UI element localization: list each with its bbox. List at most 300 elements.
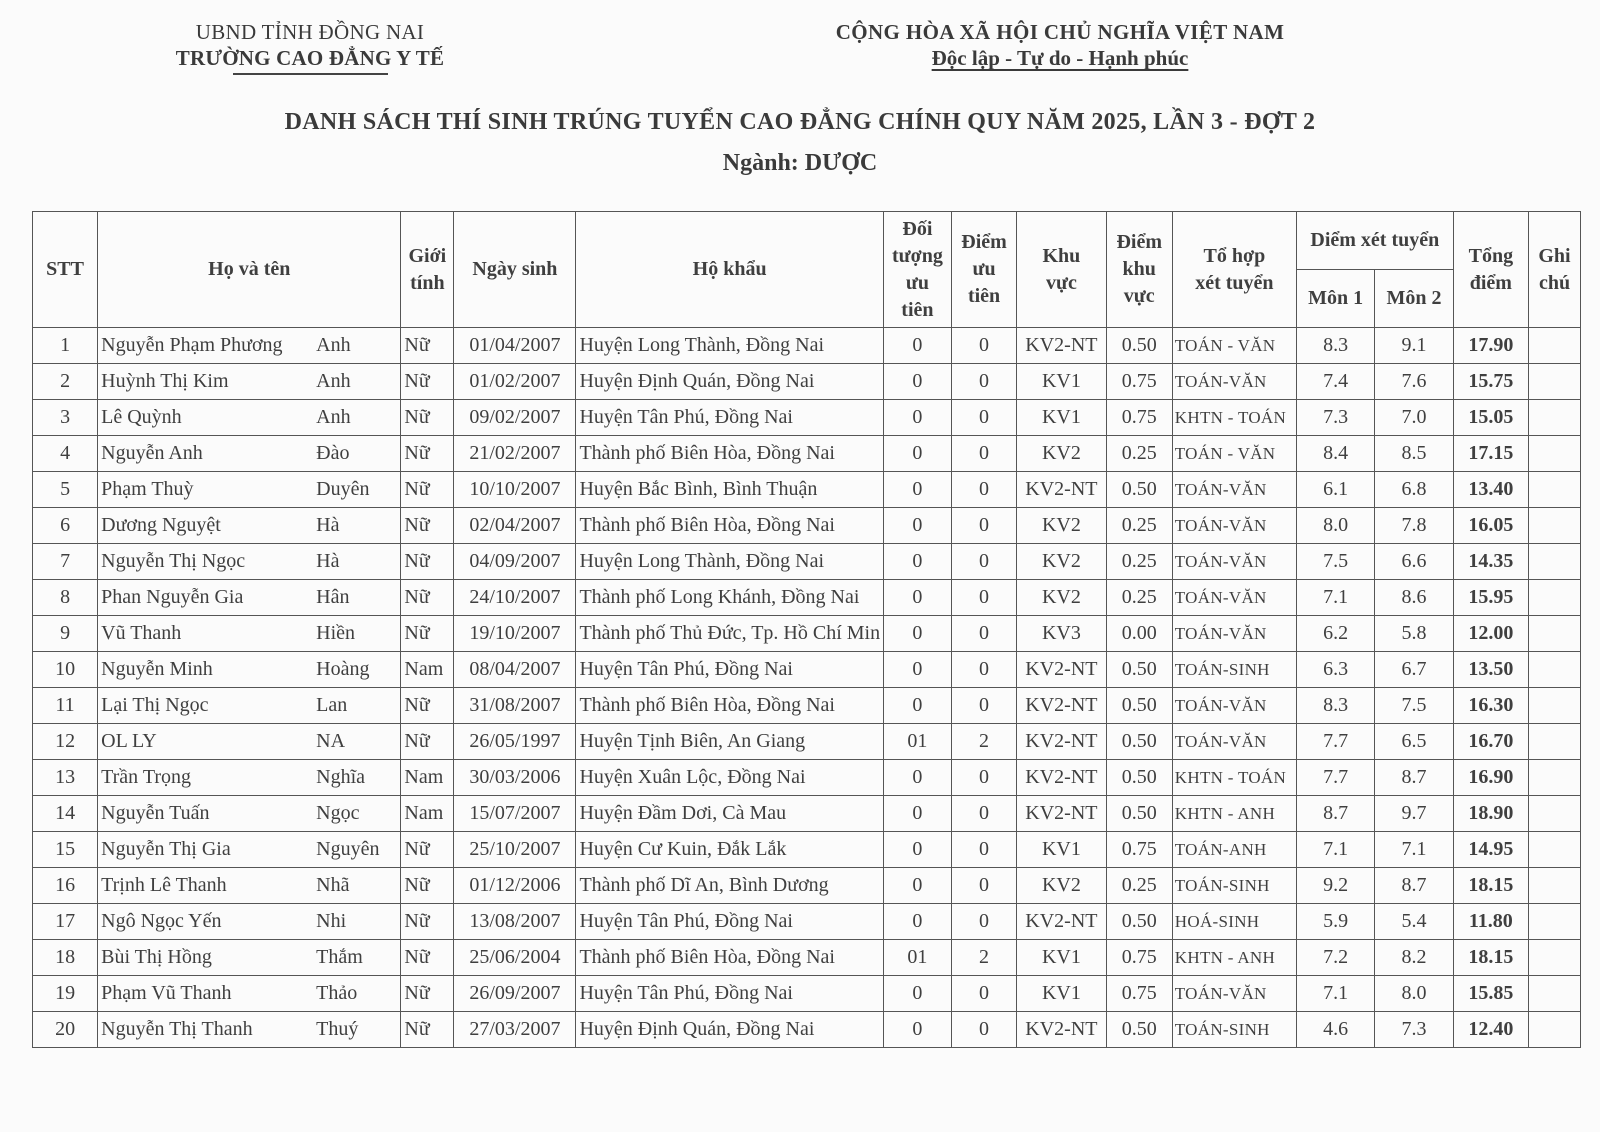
cell-stt: 20 (33, 1012, 98, 1048)
cell-note (1529, 688, 1581, 724)
cell-stt: 14 (33, 796, 98, 832)
cell-dut: 0 (951, 508, 1016, 544)
cell-kv: KV2-NT (1017, 760, 1107, 796)
cell-m2: 8.0 (1375, 976, 1453, 1012)
cell-name (98, 688, 401, 724)
cell-gender: Nữ (401, 832, 454, 868)
cell-dut: 0 (951, 652, 1016, 688)
cell-dkv: 0.50 (1106, 904, 1172, 940)
cell-dkv: 0.50 (1106, 1012, 1172, 1048)
cell-m2: 5.8 (1375, 616, 1453, 652)
table-row (33, 904, 1581, 940)
cell-last-name: Đào (316, 442, 350, 464)
table-row (33, 796, 1581, 832)
cell-m2: 7.5 (1375, 688, 1453, 724)
cell-gender: Nữ (401, 508, 454, 544)
cell-total: 15.85 (1453, 976, 1528, 1012)
cell-dob: 09/02/2007 (454, 400, 576, 436)
cell-dt: 0 (883, 364, 951, 400)
col-scores-group: Diểm xét tuyển (1296, 212, 1453, 270)
cell-name (98, 616, 401, 652)
col-subject2: Môn 2 (1375, 270, 1453, 328)
cell-m1: 7.4 (1296, 364, 1374, 400)
cell-dt: 0 (883, 508, 951, 544)
cell-note (1529, 544, 1581, 580)
cell-m2: 7.0 (1375, 400, 1453, 436)
col-stt: STT (33, 212, 98, 328)
cell-stt: 17 (33, 904, 98, 940)
cell-note (1529, 904, 1581, 940)
cell-address: Huyện Đầm Dơi, Cà Mau (576, 796, 883, 832)
cell-dut: 0 (951, 544, 1016, 580)
cell-m1: 8.7 (1296, 796, 1374, 832)
cell-stt: 16 (33, 868, 98, 904)
cell-dt: 0 (883, 472, 951, 508)
cell-m1: 7.1 (1296, 976, 1374, 1012)
cell-m2: 9.1 (1375, 328, 1453, 364)
cell-kv: KV2 (1017, 580, 1107, 616)
cell-note (1529, 400, 1581, 436)
cell-dkv: 0.75 (1106, 940, 1172, 976)
col-dob: Ngày sinh (454, 212, 576, 328)
cell-last-name: Ngọc (316, 802, 360, 824)
national-motto-block (810, 20, 1310, 71)
table-row (33, 544, 1581, 580)
cell-m2: 6.7 (1375, 652, 1453, 688)
cell-dkv: 0.50 (1106, 328, 1172, 364)
cell-m2: 7.8 (1375, 508, 1453, 544)
cell-total: 15.05 (1453, 400, 1528, 436)
cell-m1: 9.2 (1296, 868, 1374, 904)
cell-gender: Nữ (401, 904, 454, 940)
cell-dt: 0 (883, 436, 951, 472)
cell-combo: TOÁN - VĂN (1172, 328, 1296, 364)
cell-dt: 0 (883, 400, 951, 436)
col-note: Ghi chú (1529, 212, 1581, 328)
cell-last-name: NA (316, 730, 346, 752)
cell-combo: TOÁN-SINH (1172, 868, 1296, 904)
table-row (33, 688, 1581, 724)
cell-dt: 0 (883, 652, 951, 688)
cell-dob: 01/12/2006 (454, 868, 576, 904)
cell-stt: 1 (33, 328, 98, 364)
cell-m1: 7.7 (1296, 760, 1374, 796)
cell-note (1529, 508, 1581, 544)
cell-name (98, 904, 401, 940)
cell-last-name: Duyên (316, 478, 370, 500)
cell-m2: 9.7 (1375, 796, 1453, 832)
cell-note (1529, 364, 1581, 400)
table-row (33, 472, 1581, 508)
cell-dob: 25/06/2004 (454, 940, 576, 976)
cell-dkv: 0.75 (1106, 832, 1172, 868)
cell-name (98, 652, 401, 688)
col-total: Tổng điểm (1453, 212, 1528, 328)
cell-name (98, 472, 401, 508)
national-name: CỘNG HÒA XÃ HỘI CHỦ NGHĨA VIỆT NAM (835, 20, 1285, 44)
cell-dut: 0 (951, 796, 1016, 832)
cell-combo: TOÁN-VĂN (1172, 508, 1296, 544)
cell-dut: 0 (951, 328, 1016, 364)
cell-stt: 12 (33, 724, 98, 760)
col-combo: Tổ hợp xét tuyển (1172, 212, 1296, 328)
cell-last-name: Nhã (316, 874, 350, 896)
cell-m1: 6.1 (1296, 472, 1374, 508)
cell-total: 12.00 (1453, 616, 1528, 652)
cell-m1: 8.3 (1296, 688, 1374, 724)
issuer-block (140, 20, 480, 75)
cell-first-name: Huỳnh Thị Kim (101, 370, 229, 392)
cell-first-name: Nguyễn Anh (101, 442, 203, 464)
cell-last-name: Lan (316, 694, 348, 716)
cell-total: 18.90 (1453, 796, 1528, 832)
cell-kv: KV1 (1017, 400, 1107, 436)
cell-dt: 0 (883, 796, 951, 832)
cell-dt: 0 (883, 544, 951, 580)
cell-dkv: 0.00 (1106, 616, 1172, 652)
table-row (33, 940, 1581, 976)
cell-name (98, 1012, 401, 1048)
cell-total: 13.50 (1453, 652, 1528, 688)
cell-last-name: Nghĩa (316, 766, 366, 788)
cell-m2: 7.3 (1375, 1012, 1453, 1048)
cell-dut: 0 (951, 976, 1016, 1012)
cell-gender: Nữ (401, 724, 454, 760)
cell-m1: 7.1 (1296, 832, 1374, 868)
cell-address: Thành phố Dĩ An, Bình Dương (576, 868, 883, 904)
cell-note (1529, 760, 1581, 796)
cell-dut: 0 (951, 580, 1016, 616)
cell-name (98, 436, 401, 472)
cell-address: Huyện Định Quán, Đồng Nai (576, 364, 883, 400)
cell-note (1529, 796, 1581, 832)
cell-combo: TOÁN-ANH (1172, 832, 1296, 868)
cell-total: 17.15 (1453, 436, 1528, 472)
cell-last-name: Thảo (316, 982, 358, 1004)
cell-first-name: Trịnh Lê Thanh (101, 874, 227, 896)
cell-stt: 18 (33, 940, 98, 976)
cell-total: 14.95 (1453, 832, 1528, 868)
cell-combo: KHTN - ANH (1172, 940, 1296, 976)
cell-first-name: Nguyễn Thị Gia (101, 838, 231, 860)
cell-dut: 2 (951, 724, 1016, 760)
cell-first-name: Phan Nguyễn Gia (101, 586, 244, 608)
cell-dt: 0 (883, 616, 951, 652)
cell-total: 17.90 (1453, 328, 1528, 364)
cell-combo: TOÁN-VĂN (1172, 544, 1296, 580)
col-area: Khu vực (1017, 212, 1107, 328)
cell-combo: TOÁN-SINH (1172, 1012, 1296, 1048)
cell-address: Huyện Tân Phú, Đồng Nai (576, 652, 883, 688)
cell-name (98, 832, 401, 868)
cell-total: 16.90 (1453, 760, 1528, 796)
cell-stt: 7 (33, 544, 98, 580)
cell-dob: 04/09/2007 (454, 544, 576, 580)
cell-combo: TOÁN-VĂN (1172, 472, 1296, 508)
cell-name (98, 940, 401, 976)
cell-last-name: Anh (316, 406, 351, 428)
cell-stt: 4 (33, 436, 98, 472)
cell-address: Thành phố Biên Hòa, Đồng Nai (576, 436, 883, 472)
cell-address: Thành phố Long Khánh, Đồng Nai (576, 580, 883, 616)
cell-note (1529, 616, 1581, 652)
cell-gender: Nam (401, 796, 454, 832)
cell-kv: KV1 (1017, 832, 1107, 868)
table-row (33, 328, 1581, 364)
cell-name (98, 364, 401, 400)
issuer-province: UBND TỈNH ĐỒNG NAI (195, 20, 425, 44)
cell-total: 14.35 (1453, 544, 1528, 580)
table-row (33, 436, 1581, 472)
cell-last-name: Anh (316, 334, 351, 356)
cell-name (98, 328, 401, 364)
cell-name (98, 508, 401, 544)
cell-dkv: 0.50 (1106, 796, 1172, 832)
cell-stt: 19 (33, 976, 98, 1012)
cell-m2: 6.5 (1375, 724, 1453, 760)
table-row (33, 1012, 1581, 1048)
cell-stt: 2 (33, 364, 98, 400)
cell-m2: 8.2 (1375, 940, 1453, 976)
cell-combo: KHTN - TOÁN (1172, 400, 1296, 436)
cell-dkv: 0.25 (1106, 868, 1172, 904)
cell-last-name: Thuý (316, 1018, 359, 1040)
cell-m1: 8.3 (1296, 328, 1374, 364)
cell-dut: 0 (951, 832, 1016, 868)
cell-dkv: 0.25 (1106, 544, 1172, 580)
cell-name (98, 760, 401, 796)
cell-total: 12.40 (1453, 1012, 1528, 1048)
cell-gender: Nữ (401, 976, 454, 1012)
cell-note (1529, 436, 1581, 472)
col-priority-score: Điểm ưu tiên (951, 212, 1016, 328)
cell-kv: KV2-NT (1017, 472, 1107, 508)
cell-kv: KV2-NT (1017, 904, 1107, 940)
cell-dob: 25/10/2007 (454, 832, 576, 868)
cell-first-name: Nguyễn Tuấn (101, 802, 210, 824)
cell-total: 15.95 (1453, 580, 1528, 616)
cell-address: Huyện Long Thành, Đồng Nai (576, 544, 883, 580)
cell-combo: TOÁN - VĂN (1172, 436, 1296, 472)
cell-note (1529, 868, 1581, 904)
cell-dt: 0 (883, 904, 951, 940)
cell-dob: 15/07/2007 (454, 796, 576, 832)
cell-m1: 6.3 (1296, 652, 1374, 688)
cell-kv: KV3 (1017, 616, 1107, 652)
cell-m1: 7.5 (1296, 544, 1374, 580)
cell-combo: KHTN - TOÁN (1172, 760, 1296, 796)
cell-combo: TOÁN-SINH (1172, 652, 1296, 688)
cell-stt: 9 (33, 616, 98, 652)
cell-last-name: Hà (316, 550, 340, 572)
cell-dut: 0 (951, 364, 1016, 400)
cell-dob: 27/03/2007 (454, 1012, 576, 1048)
cell-dob: 30/03/2006 (454, 760, 576, 796)
cell-dob: 24/10/2007 (454, 580, 576, 616)
cell-first-name: Nguyễn Thị Thanh (101, 1018, 253, 1040)
cell-dt: 0 (883, 868, 951, 904)
document-subtitle: Ngành: DƯỢC (722, 150, 878, 176)
cell-name (98, 796, 401, 832)
cell-note (1529, 940, 1581, 976)
cell-stt: 5 (33, 472, 98, 508)
table-row (33, 976, 1581, 1012)
table-row (33, 652, 1581, 688)
cell-first-name: Bùi Thị Hồng (101, 946, 212, 968)
cell-kv: KV2-NT (1017, 796, 1107, 832)
cell-dkv: 0.25 (1106, 508, 1172, 544)
cell-combo: TOÁN-VĂN (1172, 724, 1296, 760)
cell-dkv: 0.25 (1106, 436, 1172, 472)
col-subject1: Môn 1 (1296, 270, 1374, 328)
cell-dut: 0 (951, 400, 1016, 436)
cell-kv: KV2-NT (1017, 1012, 1107, 1048)
cell-last-name: Anh (316, 370, 351, 392)
cell-first-name: Nguyễn Phạm Phương (101, 334, 283, 356)
cell-combo: TOÁN-VĂN (1172, 688, 1296, 724)
cell-m1: 6.2 (1296, 616, 1374, 652)
cell-note (1529, 580, 1581, 616)
cell-stt: 10 (33, 652, 98, 688)
cell-dob: 26/05/1997 (454, 724, 576, 760)
cell-name (98, 580, 401, 616)
cell-address: Huyện Tịnh Biên, An Giang (576, 724, 883, 760)
cell-name (98, 724, 401, 760)
cell-note (1529, 832, 1581, 868)
cell-kv: KV1 (1017, 364, 1107, 400)
cell-gender: Nữ (401, 868, 454, 904)
cell-dt: 0 (883, 688, 951, 724)
cell-dut: 0 (951, 616, 1016, 652)
cell-combo: TOÁN-VĂN (1172, 976, 1296, 1012)
national-motto: Độc lập - Tự do - Hạnh phúc (931, 46, 1189, 70)
table-row (33, 760, 1581, 796)
cell-dkv: 0.75 (1106, 400, 1172, 436)
col-gender: Giới tính (401, 212, 454, 328)
cell-stt: 3 (33, 400, 98, 436)
cell-dob: 21/02/2007 (454, 436, 576, 472)
cell-kv: KV1 (1017, 940, 1107, 976)
cell-dut: 0 (951, 688, 1016, 724)
cell-combo: TOÁN-VĂN (1172, 364, 1296, 400)
cell-address: Huyện Định Quán, Đồng Nai (576, 1012, 883, 1048)
cell-gender: Nữ (401, 364, 454, 400)
cell-m1: 8.4 (1296, 436, 1374, 472)
document-title: DANH SÁCH THÍ SINH TRÚNG TUYỂN CAO ĐẲNG CHÍNH QUY NĂM 2025, LẦN 3 - ĐỢT 2 (284, 109, 1316, 135)
cell-dob: 19/10/2007 (454, 616, 576, 652)
cell-m1: 7.3 (1296, 400, 1374, 436)
col-area-score: Điểm khu vực (1106, 212, 1172, 328)
cell-last-name: Hiền (316, 622, 356, 644)
cell-gender: Nữ (401, 1012, 454, 1048)
cell-dt: 0 (883, 832, 951, 868)
cell-name (98, 976, 401, 1012)
cell-dob: 08/04/2007 (454, 652, 576, 688)
cell-dut: 0 (951, 760, 1016, 796)
cell-last-name: Hân (316, 586, 350, 608)
cell-dt: 0 (883, 1012, 951, 1048)
cell-dkv: 0.50 (1106, 688, 1172, 724)
cell-m2: 8.7 (1375, 868, 1453, 904)
table-row (33, 400, 1581, 436)
cell-last-name: Thắm (316, 946, 363, 968)
cell-stt: 11 (33, 688, 98, 724)
cell-dkv: 0.50 (1106, 652, 1172, 688)
cell-gender: Nữ (401, 472, 454, 508)
cell-dut: 0 (951, 436, 1016, 472)
cell-total: 16.30 (1453, 688, 1528, 724)
cell-note (1529, 328, 1581, 364)
cell-m1: 5.9 (1296, 904, 1374, 940)
issuer-school: TRƯỜNG CAO ĐẲNG Y TẾ (175, 46, 445, 70)
cell-name (98, 400, 401, 436)
cell-first-name: Nguyễn Thị Ngọc (101, 550, 246, 572)
cell-kv: KV2-NT (1017, 724, 1107, 760)
cell-gender: Nam (401, 760, 454, 796)
cell-m2: 8.5 (1375, 436, 1453, 472)
cell-first-name: Trần Trọng (101, 766, 191, 788)
cell-m2: 8.7 (1375, 760, 1453, 796)
cell-kv: KV2-NT (1017, 652, 1107, 688)
table-row (33, 508, 1581, 544)
cell-last-name: Hoàng (316, 658, 370, 680)
cell-note (1529, 472, 1581, 508)
cell-gender: Nữ (401, 580, 454, 616)
cell-dut: 0 (951, 868, 1016, 904)
cell-m2: 6.6 (1375, 544, 1453, 580)
cell-dt: 0 (883, 328, 951, 364)
cell-total: 11.80 (1453, 904, 1528, 940)
cell-kv: KV2-NT (1017, 688, 1107, 724)
cell-m2: 7.6 (1375, 364, 1453, 400)
cell-dob: 02/04/2007 (454, 508, 576, 544)
cell-stt: 8 (33, 580, 98, 616)
cell-m2: 8.6 (1375, 580, 1453, 616)
cell-dob: 31/08/2007 (454, 688, 576, 724)
table-row (33, 364, 1581, 400)
cell-total: 13.40 (1453, 472, 1528, 508)
cell-address: Huyện Tân Phú, Đồng Nai (576, 904, 883, 940)
cell-first-name: Vũ Thanh (101, 622, 182, 644)
cell-last-name: Hà (316, 514, 340, 536)
cell-note (1529, 1012, 1581, 1048)
cell-first-name: Lê Quỳnh (101, 406, 182, 428)
cell-kv: KV2-NT (1017, 328, 1107, 364)
cell-first-name: Lại Thị Ngọc (101, 694, 209, 716)
cell-total: 16.70 (1453, 724, 1528, 760)
col-address: Hộ khẩu (576, 212, 883, 328)
cell-dkv: 0.75 (1106, 976, 1172, 1012)
cell-combo: TOÁN-VĂN (1172, 616, 1296, 652)
cell-gender: Nữ (401, 616, 454, 652)
cell-address: Huyện Cư Kuin, Đắk Lắk (576, 832, 883, 868)
cell-total: 16.05 (1453, 508, 1528, 544)
cell-note (1529, 724, 1581, 760)
cell-address: Huyện Tân Phú, Đồng Nai (576, 976, 883, 1012)
cell-kv: KV2 (1017, 508, 1107, 544)
cell-m1: 4.6 (1296, 1012, 1374, 1048)
cell-gender: Nữ (401, 436, 454, 472)
cell-stt: 15 (33, 832, 98, 868)
cell-total: 18.15 (1453, 868, 1528, 904)
cell-dut: 0 (951, 1012, 1016, 1048)
cell-gender: Nam (401, 652, 454, 688)
cell-dt: 01 (883, 724, 951, 760)
cell-address: Huyện Long Thành, Đồng Nai (576, 328, 883, 364)
cell-dut: 0 (951, 472, 1016, 508)
cell-m2: 5.4 (1375, 904, 1453, 940)
cell-dkv: 0.50 (1106, 760, 1172, 796)
